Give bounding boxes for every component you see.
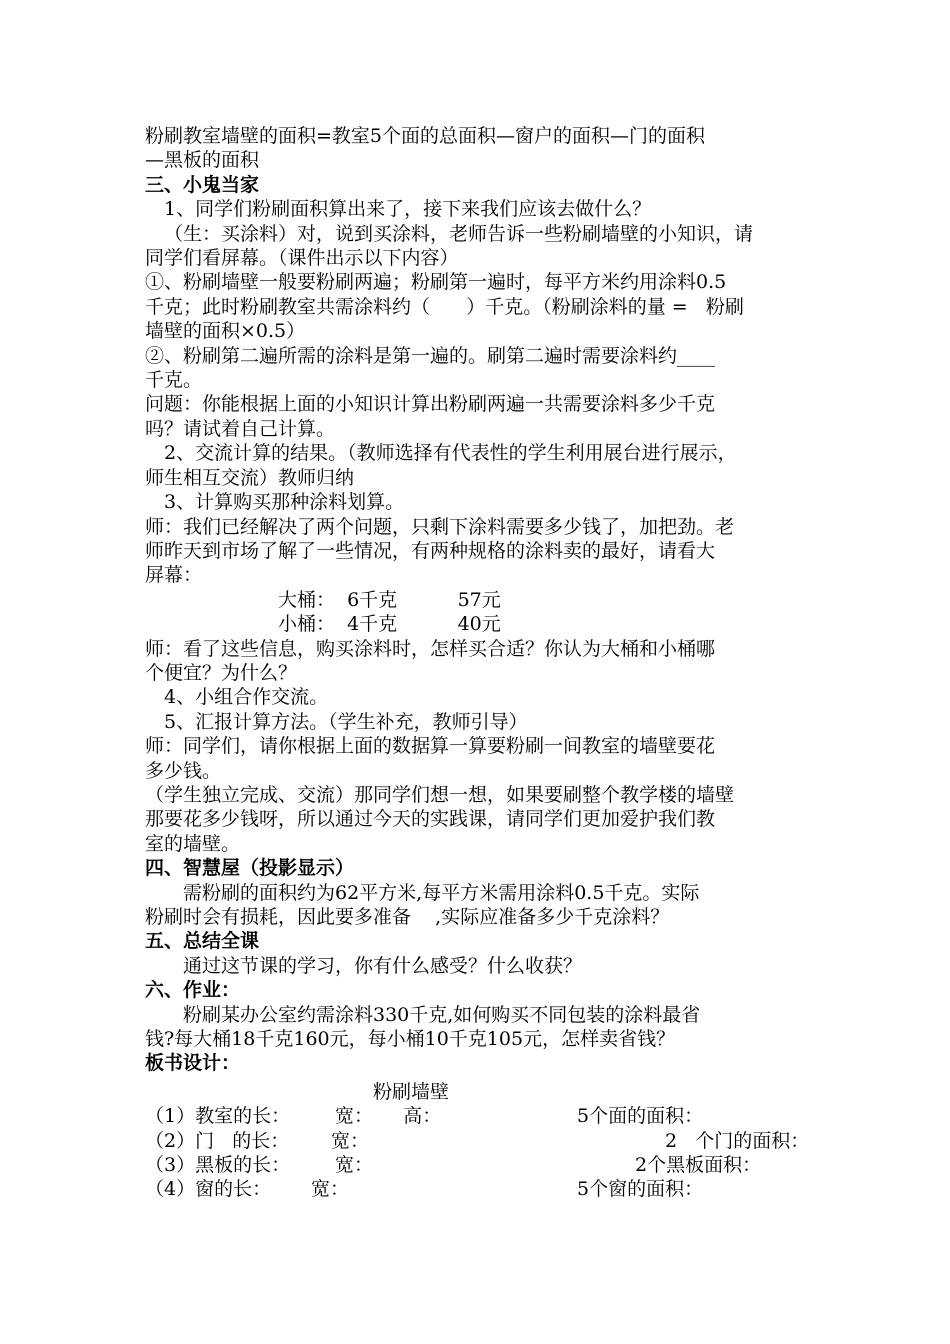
text-line: （学生独立完成、交流）那同学们想一想，如果要刷整个教学楼的墙壁 [145, 783, 735, 806]
text-line: 多少钱。 [145, 759, 222, 782]
section-heading-4: 四、智慧屋（投影显示） [145, 857, 355, 880]
board-row-mid: 宽： [331, 1129, 370, 1152]
board-row-left: （4）窗的长： [145, 1178, 272, 1201]
section-heading-3: 三、小鬼当家 [145, 173, 260, 196]
text-line: 问题：你能根据上面的小知识计算出粉刷两遍一共需要涂料多少千克 [145, 393, 716, 416]
text-line: 千克。 [145, 369, 203, 392]
text-line: （生：买涂料）对，说到买涂料，老师告诉一些粉刷墙壁的小知识，请 [164, 222, 754, 245]
section-heading-5: 五、总结全课 [145, 930, 260, 953]
text-line: 师：同学们，请你根据上面的数据算一算要粉刷一间教室的墙壁要花 [145, 735, 716, 758]
text-line: 粉刷时会有损耗，因此要多准备 ,实际应准备多少千克涂料？ [145, 906, 670, 928]
text-line: ②、粉刷第二遍所需的涂料是第一遍的。刷第二遍时需要涂料约____ [145, 344, 716, 367]
price-line-large: 大桶： 6千克 57元 [278, 588, 501, 611]
text-line: 那要花多少钱呀，所以通过今天的实践课，请同学们更加爱护我们教 [145, 808, 716, 831]
text-line: 室的墙壁。 [145, 832, 241, 855]
text-line: 同学们看屏幕。（课件出示以下内容） [145, 247, 459, 270]
board-row [145, 1104, 825, 1128]
board-row-mid: 宽： [311, 1178, 350, 1201]
text-line: 1、同学们粉刷面积算出来了，接下来我们应该去做什么？ [164, 198, 652, 221]
text-line: 千克；此时粉刷教室共需涂料约（ ）千克。（粉刷涂料的量 = 粉刷 [145, 295, 744, 318]
board-row-right: 5个面的面积： [577, 1105, 704, 1128]
board-row-right: 2 个门的面积： [665, 1129, 810, 1152]
text-line: 通过这节课的学习，你有什么感受？什么收获？ [183, 954, 583, 977]
text-line: 师：我们已经解决了两个问题，只剩下涂料需要多少钱了，加把劲。老 [145, 515, 735, 538]
board-title: 粉刷墙壁 [373, 1080, 450, 1103]
text-line: 屏幕： [145, 564, 203, 587]
text-line: —黑板的面积 [145, 149, 260, 172]
text-line: ①、粉刷墙壁一般要粉刷两遍；粉刷第一遍时，每平方米约用涂料0.5 [145, 271, 727, 294]
board-row [145, 1129, 825, 1153]
board-row-left: （1）教室的长： [145, 1105, 291, 1128]
board-design-heading: 板书设计： [145, 1052, 241, 1075]
board-row-right: 2个黑板面积： [635, 1154, 762, 1177]
text-line: 粉刷教室墙壁的面积=教室5个面的总面积—窗户的面积—门的面积 [145, 125, 706, 147]
text-line: 师昨天到市场了解了一些情况，有两种规格的涂料卖的最好，请看大 [145, 539, 716, 562]
board-row-left: （3）黑板的长： [145, 1154, 291, 1177]
text-line: 3、计算购买那种涂料划算。 [164, 491, 405, 514]
text-line: 4、小组合作交流。 [164, 686, 329, 709]
text-line: 师生相互交流）教师归纳 [145, 466, 355, 489]
price-line-small: 小桶： 4千克 40元 [278, 613, 501, 636]
section-heading-6: 六、作业： [145, 979, 241, 1002]
board-row-left: （2）门 的长： [145, 1129, 290, 1152]
text-line: 5、汇报计算方法。（学生补充，教师引导） [164, 710, 528, 733]
text-line: 师：看了这些信息，购买涂料时，怎样买合适？你认为大桶和小桶哪 [145, 637, 716, 660]
board-row [145, 1153, 825, 1177]
board-row-right: 5个窗的面积： [577, 1178, 704, 1201]
document-body [145, 124, 825, 1202]
board-row [145, 1177, 825, 1201]
board-row-mid: 宽： 高： [335, 1105, 442, 1128]
board-row-mid: 宽： [335, 1154, 374, 1177]
text-line: 粉刷某办公室约需涂料330千克,如何购买不同包装的涂料最省 [183, 1003, 701, 1026]
text-line: 墙壁的面积×0.5） [145, 320, 306, 343]
text-line: 2、交流计算的结果。（教师选择有代表性的学生利用展台进行展示， [164, 442, 737, 465]
text-line: 需粉刷的面积约为62平方米,每平方米需用涂料0.5千克。实际 [183, 881, 700, 904]
text-line: 吗？请试着自己计算。 [145, 417, 336, 440]
text-line: 个便宜？为什么？ [145, 661, 298, 684]
text-line: 钱?每大桶18千克160元，每小桶10千克105元，怎样卖省钱？ [145, 1028, 676, 1051]
